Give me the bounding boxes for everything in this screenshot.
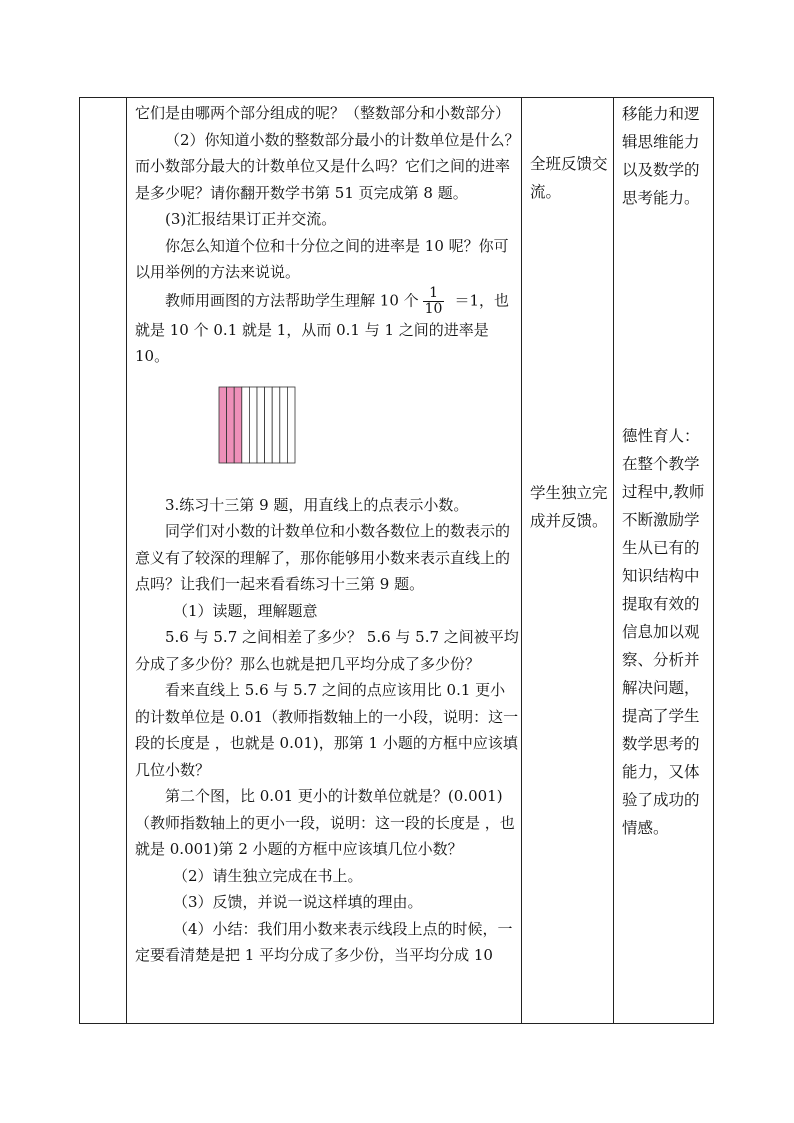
text-line: 它们是由哪两个部分组成的呢？（整数部分和小数部分） [135, 104, 511, 122]
intent-text: 移能力和逻辑思维能力以及数学的思考能力。 [622, 105, 700, 207]
fraction [423, 286, 445, 317]
text-line: 你怎么知道个位和十分位之间的进率是 10 呢？你可以用举例的方法来说说。 [135, 236, 509, 281]
blank-strip [249, 387, 257, 463]
activity-text: 全班反馈交流。 [530, 155, 608, 201]
text-line: 看来直线上 5.6 与 5.7 之间的点应该用比 0.1 更小的计数单位是 0.01（教师指数轴上的一小段，说明：这一段的长度是 ，也就是 0.01)，那第 1 小题的方框中应该填几位小数？ [135, 681, 519, 779]
blank-strip [257, 387, 265, 463]
lesson-table [79, 97, 714, 1024]
shaded-strip [227, 387, 235, 463]
blank-strip [287, 387, 295, 463]
text-line: (3)汇报结果订正并交流。 [165, 210, 337, 228]
text-line: （2）请生独立完成在书上。 [173, 866, 363, 885]
fraction-numerator: 1 [423, 286, 445, 302]
blank-strip [242, 387, 250, 463]
shaded-strip [219, 387, 227, 463]
text-line: （2）你知道小数的整数部分最小的计数单位是什么？而小数部分最大的计数单位又是什么吗？它们之间的进率是多少呢？请你翻开数学书第 51 页完成第 8 题。 [135, 130, 520, 202]
text-fragment: 教师用画图的方法帮助学生理解 10 个 [165, 291, 419, 309]
activity-text: 学生独立完成并反馈。 [530, 484, 608, 530]
text-line: 3.练习十三第 9 题，用直线上的点表示小数。 [165, 495, 469, 514]
text-fragment: ＝1，也就是 10 个 0.1 就是 1，从而 0.1 与 1 之间的进率是 10。 [135, 291, 509, 365]
tenths-grid-figure [218, 386, 296, 464]
shaded-strip [234, 387, 242, 463]
text-line: （3）反馈，并说一说这样填的理由。 [173, 893, 423, 911]
design-intent-cell [618, 98, 714, 842]
text-line: 同学们对小数的计数单位和小数各数位上的数表示的意义有了较深的理解了，那你能够用小数来表示直线上的点吗？让我们一起来看看练习十三第 9 题。 [135, 522, 511, 593]
text-line: （4）小结：我们用小数来表示线段上点的时候，一定要看清楚是把 1 平均分成了多少份，当平均分成 10 [135, 919, 513, 964]
blank-strip [265, 387, 273, 463]
text-line: 第二个图，比 0.01 更小的计数单位就是？(0.001)（教师指数轴上的更小一段，说明：这一段的长度是 ，也就是 0.001)第 2 小题的方框中应该填几位小数？ [135, 787, 515, 858]
blank-strip [280, 387, 288, 463]
student-activity-cell [526, 98, 616, 535]
text-line: 5.6 与 5.7 之间相差了多少？ 5.6 与 5.7 之间被平均分成了多少份？那么也就是把几平均分成了多少份？ [135, 628, 519, 673]
figure-area [135, 370, 520, 492]
fraction-paragraph [135, 286, 520, 370]
intent-text: 德性育人：在整个教学过程中,教师不断激励学生从已有的知识结构中提取有效的信息加以观察、分析并解决问题，提高了学生数学思考的能力，又体验了成功的情感。 [622, 427, 705, 837]
blank-strip [272, 387, 280, 463]
teaching-process-cell [127, 98, 522, 969]
text-line: （1）读题，理解题意 [173, 601, 318, 620]
fraction-denominator: 10 [424, 300, 443, 317]
